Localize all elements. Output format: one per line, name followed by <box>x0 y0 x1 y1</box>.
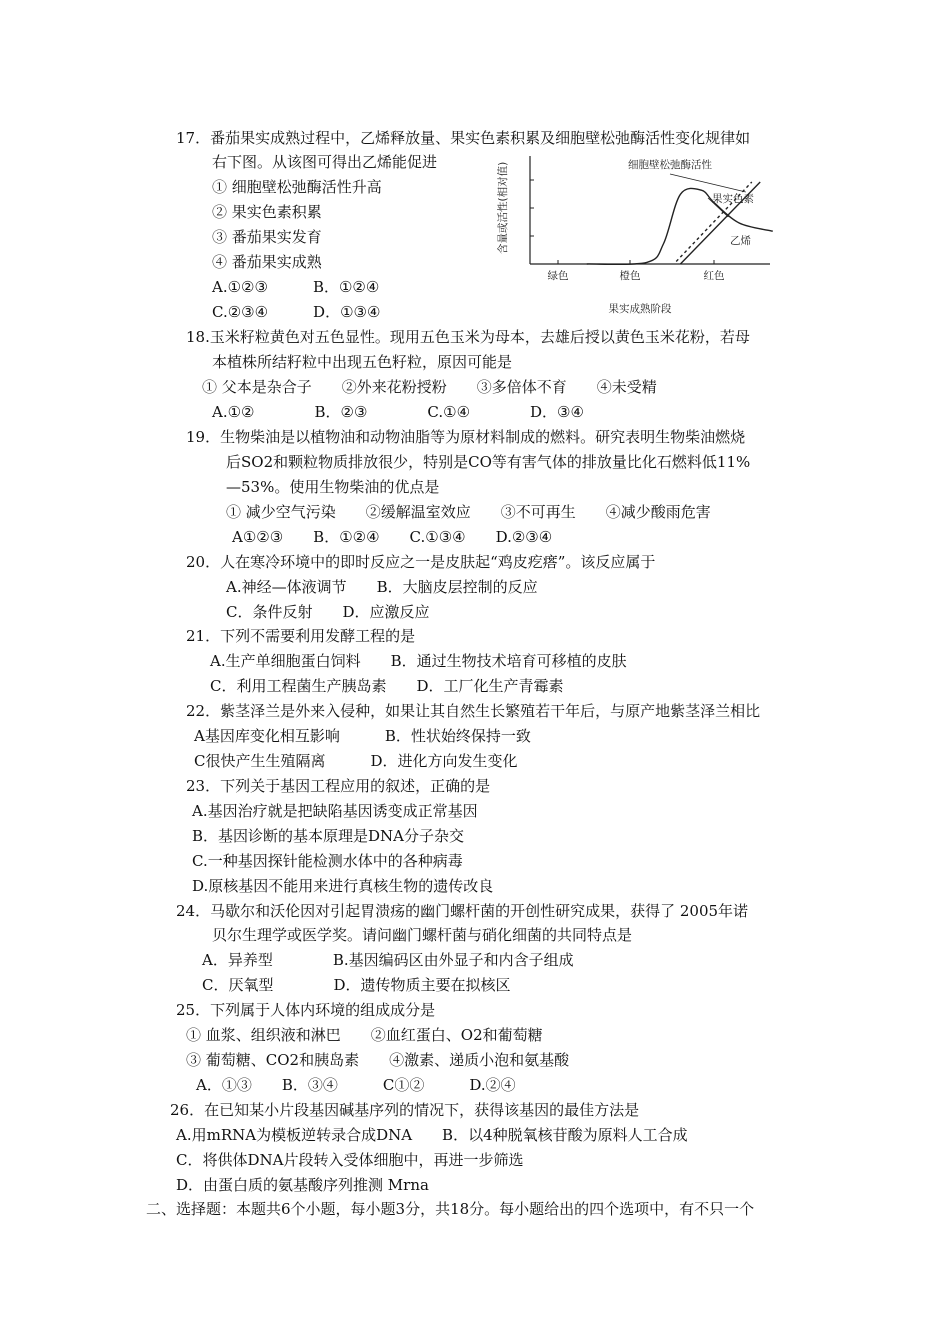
q18-stem-line2: 本植株所结籽粒中出现五色籽粒，原因可能是 <box>212 353 513 371</box>
q26-stem: 26．在已知某小片段基因碱基序列的情况下，获得该基因的最佳方法是 <box>170 1101 640 1119</box>
q17-option-4: ④ 番茄果实成熟 <box>212 253 322 271</box>
q18-options: ① 父本是杂合子 ②外来花粉授粉 ③多倍体不育 ④未受精 <box>202 378 657 396</box>
q17-option-2: ② 果实色素积累 <box>212 203 322 221</box>
q25-choices: A．①③ B．③④ C①② D.②④ <box>196 1076 516 1094</box>
chart-axes <box>530 156 770 282</box>
q20-stem: 20．人在寒冷环境中的即时反应之一是皮肤起“鸡皮疙瘩”。该反应属于 <box>186 553 656 571</box>
q20-choices-ab: A.神经—体液调节 B．大脑皮层控制的反应 <box>226 578 538 596</box>
q23-choice-b: B．基因诊断的基本原理是DNA分子杂交 <box>192 827 465 845</box>
q25-stem: 25．下列属于人体内环境的组成成分是 <box>176 1001 436 1019</box>
q18-choices: A.①② B．②③ C.①④ D．③④ <box>212 403 584 421</box>
chart-x-label: 果实成熟阶段 <box>608 303 672 315</box>
q22-choices-ab: A基因库变化相互影响 B．性状始终保持一致 <box>194 727 531 745</box>
series-label-3: 乙烯 <box>730 235 751 247</box>
series-label-2: 果实色素 <box>712 193 754 205</box>
q17-choices-ab: A.①②③ B．①②④ <box>212 278 380 296</box>
q24-choices-ab: A．异养型 B.基因编码区由外显子和内含子组成 <box>202 951 574 969</box>
x-tick-label-2: 橙色 <box>619 270 641 282</box>
ripening-chart <box>490 152 790 324</box>
q26-choice-d: D．由蛋白质的氨基酸序列推测 Mrna <box>176 1176 429 1194</box>
x-tick-label-3: 红色 <box>703 270 725 282</box>
section2-heading: 二、选择题：本题共6个小题，每小题3分，共18分。每小题给出的四个选项中，有不只一个 <box>146 1200 755 1218</box>
q23-choice-a: A.基因治疗就是把缺陷基因诱变成正常基因 <box>192 802 478 820</box>
q20-choices-cd: C．条件反射 D．应激反应 <box>226 603 430 621</box>
q24-stem-line2: 贝尔生理学或医学奖。请问幽门螺杆菌与硝化细菌的共同特点是 <box>212 926 633 944</box>
q23-choice-d: D.原核基因不能用来进行真核生物的遗传改良 <box>192 877 494 895</box>
q22-choices-cd: C很快产生生殖隔离 D．进化方向发生变化 <box>194 752 518 770</box>
q25-options-34: ③ 葡萄糖、CO2和胰岛素 ④激素、递质小泡和氨基酸 <box>186 1051 570 1069</box>
series-label-1: 细胞壁松弛酶活性 <box>628 159 712 171</box>
q19-stem-line1: 19．生物柴油是以植物油和动物油脂等为原材料制成的燃料。研究表明生物柴油燃烧 <box>186 428 746 446</box>
q19-choices: A①②③ B．①②④ C.①③④ D.②③④ <box>232 528 553 546</box>
chart-marks <box>587 158 773 264</box>
q26-choices-ab: A.用mRNA为模板逆转录合成DNA B．以4种脱氧核苷酸为原料人工合成 <box>176 1126 688 1144</box>
q22-stem: 22．紫茎泽兰是外来入侵种，如果让其自然生长繁殖若干年后，与原产地紫茎泽兰相比 <box>186 702 761 720</box>
q17-option-1: ① 细胞壁松弛酶活性升高 <box>212 178 382 196</box>
q23-choice-c: C.一种基因探针能检测水体中的各种病毒 <box>192 852 463 870</box>
q17-choices-cd: C.②③④ D．①③④ <box>212 303 381 321</box>
x-tick-label-1: 绿色 <box>547 270 569 282</box>
q21-stem: 21．下列不需要利用发酵工程的是 <box>186 627 416 645</box>
q24-stem-line1: 24．马歇尔和沃伦因对引起胃溃疡的幽门螺杆菌的开创性研究成果，获得了 2005年诺 <box>176 902 749 920</box>
q19-stem-line2: 后SO2和颗粒物质排放很少，特别是CO等有害气体的排放量比化石燃料低11% <box>226 453 751 471</box>
q24-choices-cd: C．厌氧型 D．遗传物质主要在拟核区 <box>202 976 511 994</box>
q17-stem-line1: 17．番茄果实成熟过程中，乙烯释放量、果实色素积累及细胞壁松弛酶活性变化规律如 <box>176 129 751 147</box>
q25-options-12: ① 血浆、组织液和淋巴 ②血红蛋白、O2和葡萄糖 <box>186 1026 543 1044</box>
q23-stem: 23．下列关于基因工程应用的叙述，正确的是 <box>186 777 491 795</box>
leader-line-1 <box>670 174 746 192</box>
q17-stem-line2: 右下图。从该图可得出乙烯能促进 <box>212 153 438 171</box>
q21-choices-ab: A.生产单细胞蛋白饲料 B．通过生物技术培育可移植的皮肤 <box>210 652 627 670</box>
q26-choice-c: C．将供体DNA片段转入受体细胞中，再进一步筛选 <box>176 1151 524 1169</box>
q18-stem-line1: 18.玉米籽粒黄色对五色显性。现用五色玉米为母本，去雄后授以黄色玉米花粉，若母 <box>186 328 750 346</box>
chart-y-label: 含量或活性(相对值) <box>497 161 509 254</box>
q17-option-3: ③ 番茄果实发育 <box>212 228 322 246</box>
q19-stem-line3: —53%。使用生物柴油的优点是 <box>226 478 440 496</box>
q21-choices-cd: C．利用工程菌生产胰岛素 D．工厂化生产青霉素 <box>210 677 564 695</box>
q19-options: ① 减少空气污染 ②缓解温室效应 ③不可再生 ④减少酸雨危害 <box>226 503 711 521</box>
